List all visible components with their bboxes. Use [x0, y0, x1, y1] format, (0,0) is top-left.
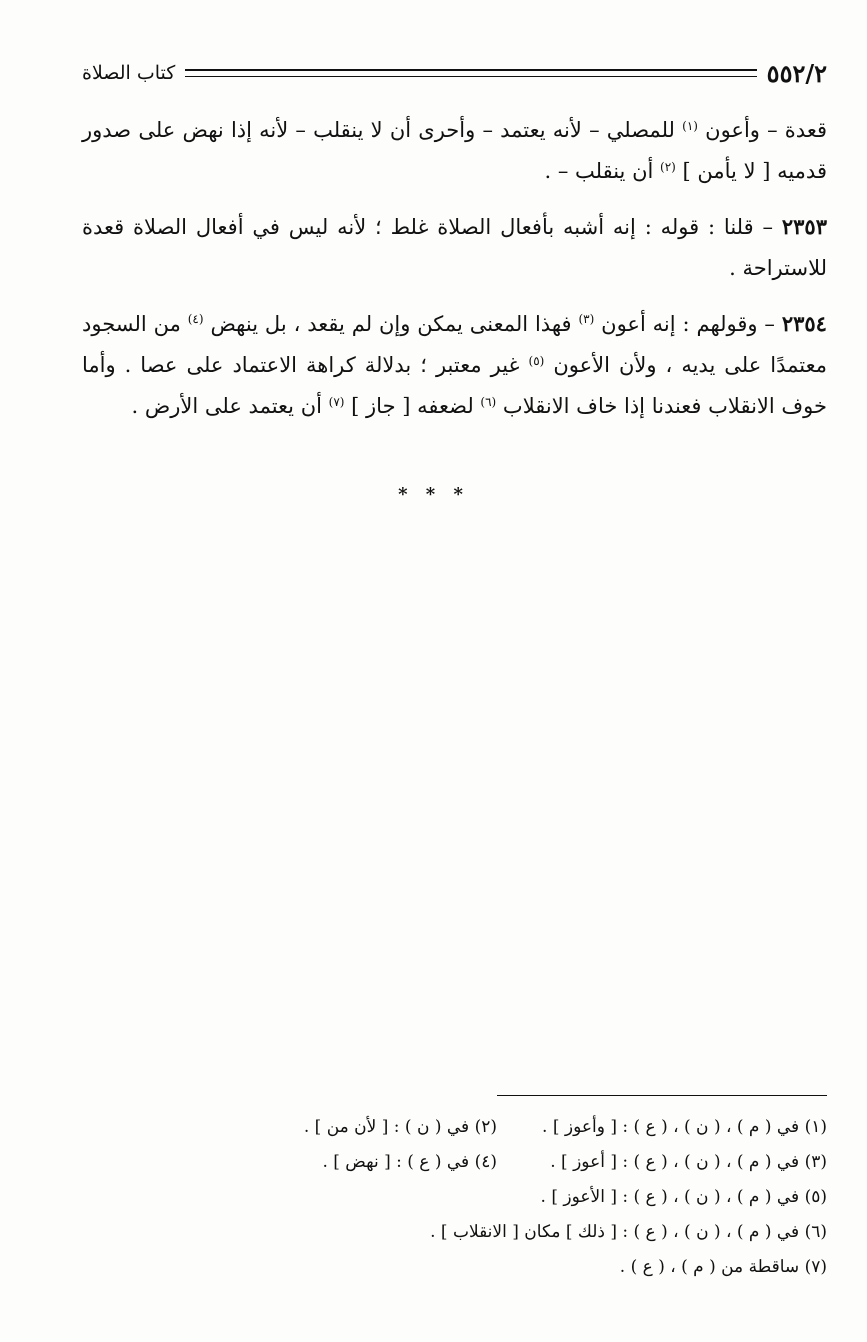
paragraph-text: غير معتبر ؛ بدلالة كراهة الاعتماد على عصا . وأما خوف الانقلاب فعندنا إذا خاف الانقلاب	[82, 353, 827, 418]
paragraph-1	[82, 110, 827, 192]
main-text	[82, 110, 827, 441]
paragraph-text: للمصلي – لأنه يعتمد – وأحرى أن لا ينقلب – لأنه إذا نهض على صدور قدميه [ لا يأمن ]	[82, 118, 827, 183]
paragraph-text: أن يعتمد على الأرض .	[131, 394, 322, 418]
footnote-6: (٦) في ( م ) ، ( ن ) ، ( ع ) : [ ذلك ] مكان [ الانقلاب ] .	[430, 1222, 827, 1242]
paragraph-text: فهذا المعنى يمكن وإن لم يقعد ، بل ينهض	[210, 312, 572, 336]
footnote-marker: (١)	[682, 119, 698, 133]
footnote-3: (٣) في ( م ) ، ( ن ) ، ( ع ) : [ أعوز ] .	[550, 1152, 827, 1172]
footnotes	[82, 1110, 827, 1285]
footnote-2: (٢) في ( ن ) : [ لأن من ] .	[303, 1117, 497, 1137]
paragraph-3	[82, 303, 827, 427]
footnote-marker: (٤)	[187, 312, 204, 326]
footnote-marker: (٥)	[528, 354, 545, 368]
footnote-marker: (٦)	[480, 395, 497, 409]
section-separator: * * *	[398, 484, 469, 505]
paragraph-text: لضعفه [ جاز ]	[351, 394, 474, 418]
footnote-4: (٤) في ( ع ) : [ نهض ] .	[322, 1152, 497, 1172]
footnote-row	[82, 1215, 827, 1250]
paragraph-text: من السجود معتمدًا على يديه ، ولأن الأعون	[82, 312, 827, 377]
footnote-7: (٧) ساقطة من ( م ) ، ( ع ) .	[619, 1257, 827, 1277]
issue-number: ٢٣٥٤	[781, 311, 827, 336]
footnote-marker: (٣)	[578, 312, 595, 326]
header-rule	[185, 69, 756, 77]
footnote-row	[82, 1250, 827, 1285]
paragraph-2	[82, 206, 827, 289]
paragraph-text: – وقولهم : إنه أعون	[601, 312, 775, 336]
page-number: ٥٥٢/٢	[766, 58, 827, 88]
paragraph-text: – قلنا : قوله : إنه أشبه بأفعال الصلاة غلط ؛ لأنه ليس في أفعال الصلاة قعدة للاستراحة .	[82, 215, 827, 280]
footnote-marker: (٢)	[660, 160, 676, 174]
footnote-row	[82, 1110, 827, 1145]
book-title: كتاب الصلاة	[82, 62, 176, 84]
footnote-5: (٥) في ( م ) ، ( ن ) ، ( ع ) : [ الأعوز ] .	[540, 1187, 827, 1207]
footnote-row	[82, 1180, 827, 1215]
footnote-1: (١) في ( م ) ، ( ن ) ، ( ع ) : [ وأعوز ] .	[542, 1117, 827, 1137]
paragraph-text: قعدة – وأعون	[705, 118, 828, 142]
page-header	[82, 56, 827, 90]
paragraph-text: أن ينقلب – .	[544, 159, 654, 183]
footnote-row	[82, 1145, 827, 1180]
issue-number: ٢٣٥٣	[781, 214, 827, 239]
footnote-marker: (٧)	[328, 395, 345, 409]
footnote-rule	[497, 1095, 827, 1096]
